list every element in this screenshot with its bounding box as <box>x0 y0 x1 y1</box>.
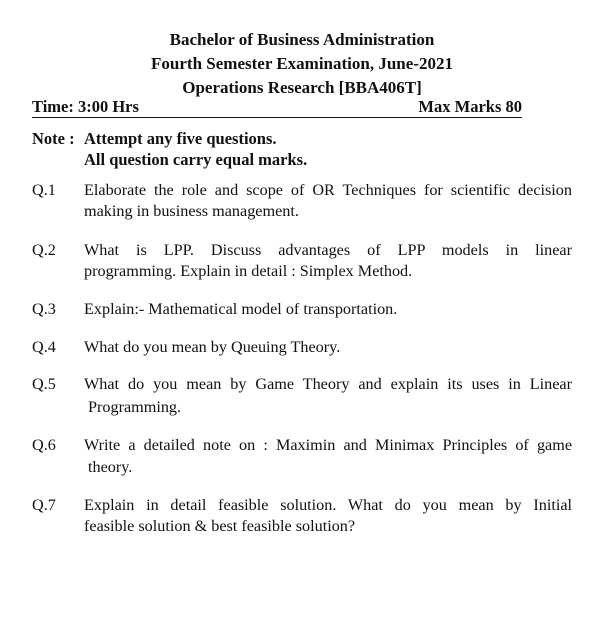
question-number: Q.7 <box>32 496 56 514</box>
time-marks-row <box>32 97 522 118</box>
note-label: Note : <box>32 129 75 148</box>
note-line-1: Attempt any five questions. <box>84 129 277 148</box>
max-marks: Max Marks 80 <box>418 97 522 116</box>
exam-header <box>0 28 604 100</box>
question-number: Q.5 <box>32 375 56 393</box>
program-title: Bachelor of Business Administration <box>169 30 435 49</box>
question-text-line: Elaborate the role and scope of OR Techniques for scientific decision <box>84 181 572 199</box>
time-allowed: Time: 3:00 Hrs <box>32 97 139 116</box>
question-number: Q.1 <box>32 181 56 199</box>
question-text-line: Explain in detail feasible solution. What do you mean by Initial <box>84 496 572 514</box>
note-line-2: All question carry equal marks. <box>84 150 308 169</box>
question-number: Q.4 <box>32 338 56 356</box>
question-text-line: Programming. <box>88 398 182 416</box>
question-text-line: What is LPP. Discuss advantages of LPP models in linear <box>84 241 572 259</box>
question-text-line: theory. <box>88 458 133 476</box>
question-number: Q.6 <box>32 436 56 454</box>
question-text-line: feasible solution & best feasible solution? <box>84 517 356 535</box>
question-text-line: making in business management. <box>84 202 299 220</box>
question-text-line: Write a detailed note on : Maximin and Minimax Principles of game <box>84 436 572 454</box>
course-title: Operations Research [BBA406T] <box>182 78 422 97</box>
question-number: Q.2 <box>32 241 56 259</box>
question-text-line: programming. Explain in detail : Simplex Method. <box>84 262 413 280</box>
question-number: Q.3 <box>32 300 56 318</box>
question-text-line: What do you mean by Queuing Theory. <box>84 338 341 356</box>
question-text-line: Explain:- Mathematical model of transportation. <box>84 300 398 318</box>
semester-title: Fourth Semester Examination, June-2021 <box>151 54 453 73</box>
question-text-line: What do you mean by Game Theory and explain its uses in Linear <box>84 375 572 393</box>
